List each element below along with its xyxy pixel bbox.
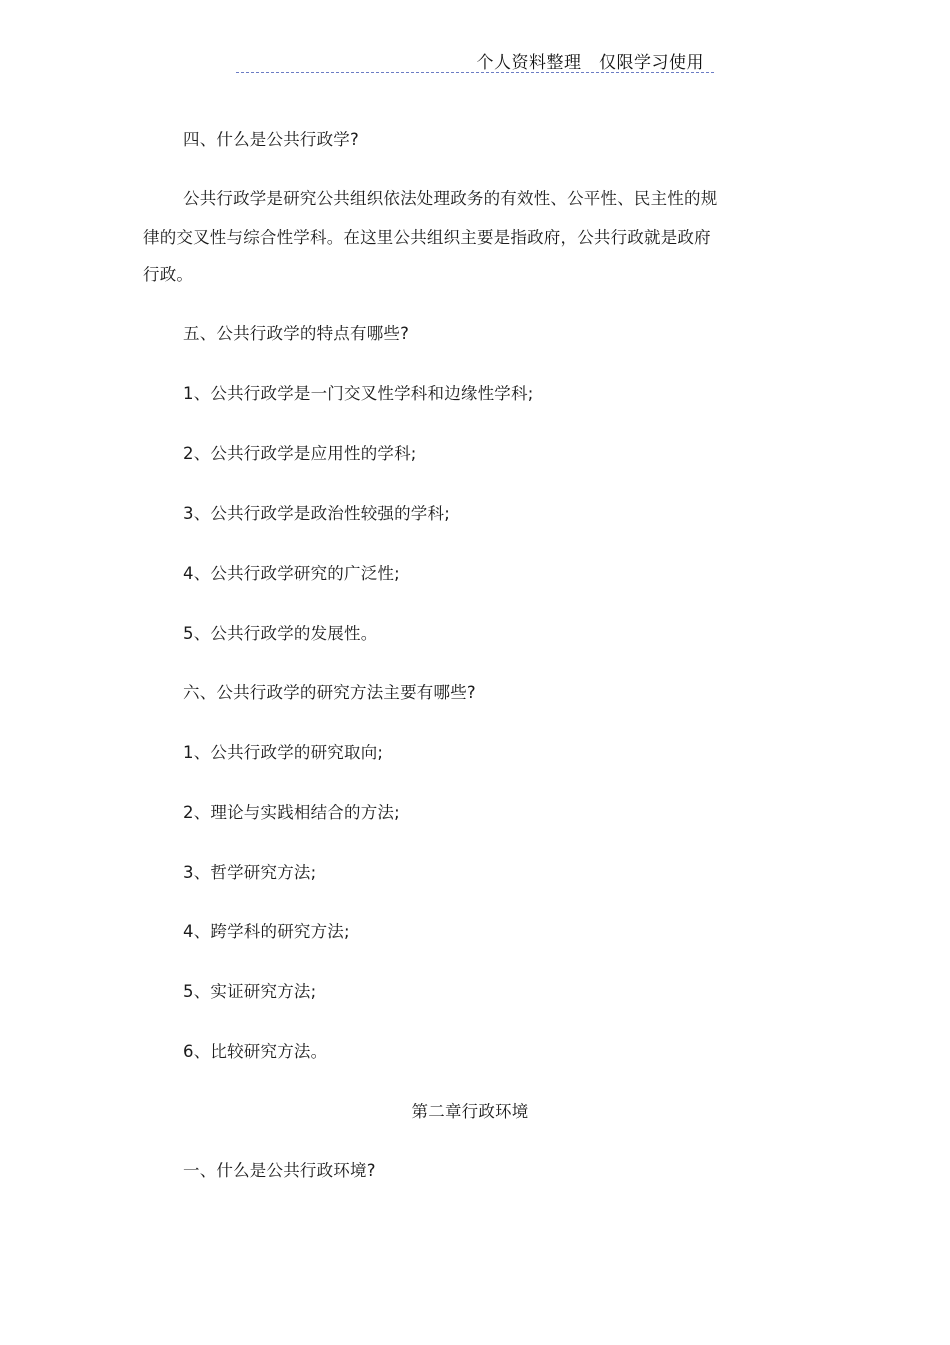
- question-5-title: 五、公共行政学的特点有哪些?: [183, 324, 410, 343]
- list-item: 3、公共行政学是政治性较强的学科;: [183, 504, 450, 523]
- question-4-answer-line: 行政。: [143, 265, 194, 284]
- question-4-title: 四、什么是公共行政学?: [183, 130, 359, 149]
- list-item: 6、比较研究方法。: [183, 1042, 328, 1061]
- header-text: 个人资料整理 仅限学习使用: [476, 53, 704, 73]
- list-item: 4、跨学科的研究方法;: [183, 922, 350, 941]
- list-item: 5、公共行政学的发展性。: [183, 624, 378, 643]
- question-4-answer-line: 公共行政学是研究公共组织依法处理政务的有效性、公平性、民主性的规: [183, 189, 718, 208]
- list-item: 2、公共行政学是应用性的学科;: [183, 444, 417, 463]
- chapter-title: 第二章行政环境: [411, 1102, 529, 1121]
- question-6-title: 六、公共行政学的研究方法主要有哪些?: [183, 683, 476, 702]
- list-item: 1、公共行政学是一门交叉性学科和边缘性学科;: [183, 384, 534, 403]
- list-item: 5、实证研究方法;: [183, 982, 317, 1001]
- question-4-answer-line: 律的交叉性与综合性学科。在这里公共组织主要是指政府，公共行政就是政府: [143, 228, 711, 247]
- chapter-2-question-1-title: 一、什么是公共行政环境?: [183, 1161, 376, 1180]
- list-item: 1、公共行政学的研究取向;: [183, 743, 384, 762]
- list-item: 4、公共行政学研究的广泛性;: [183, 564, 400, 583]
- list-item: 2、理论与实践相结合的方法;: [183, 803, 400, 822]
- list-item: 3、哲学研究方法;: [183, 863, 317, 882]
